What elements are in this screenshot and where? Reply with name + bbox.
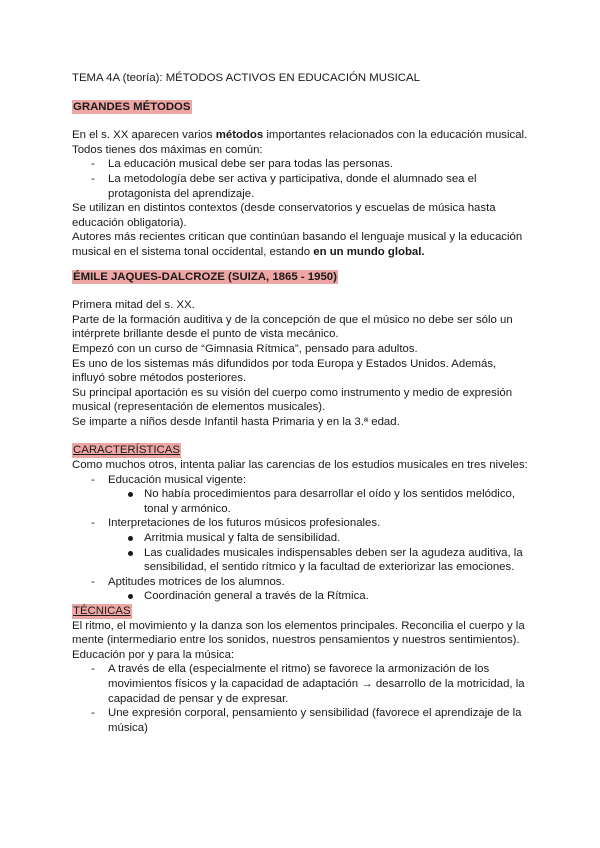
document-title: TEMA 4A (teoría): MÉTODOS ACTIVOS EN EDUCACIÓN MUSICAL xyxy=(72,72,420,84)
maximas-list xyxy=(72,157,532,201)
section-caracteristicas xyxy=(72,443,532,604)
section-heading-grandes-metodos: GRANDES MÉTODOS xyxy=(73,100,191,113)
list-item: - Educación musical vigente: No había procedimientos para desarrollar el oído y los sentidos melódico, tonal y armónico. xyxy=(72,473,532,517)
subsection-heading-tecnicas: TÉCNICAS xyxy=(73,605,131,617)
list-item: - Aptitudes motrices de los alumnos. Coordinación general a través de la Rítmica. xyxy=(72,575,532,604)
section-grandes-metodos xyxy=(72,100,532,260)
paragraph-caracteristicas-intro: Como muchos otros, intenta paliar las carencias de los estudios musicales en tres niveles: xyxy=(72,459,528,472)
tecnicas-list xyxy=(72,662,532,735)
sublist xyxy=(108,531,532,575)
list-item: - La educación musical debe ser para todas las personas. xyxy=(72,157,532,172)
list-item: - La metodología debe ser activa y participativa, donde el alumnado sea el protagonista del aprendizaje. xyxy=(72,172,532,201)
section-tecnicas xyxy=(72,604,532,735)
paragraph-autores: Autores más recientes critican que continúan basando el lenguaje musical y la educación musical en el sistema tonal occidental, estando en un mundo global. xyxy=(72,231,523,258)
sublist xyxy=(108,487,532,516)
paragraph-line: Se imparte a niños desde Infantil hasta Primaria y en la 3.ª edad. xyxy=(72,415,400,428)
paragraph-line: Es uno de los sistemas más difundidos por toda Europa y Estados Unidos. Además, influyó sobre métodos posteriores. xyxy=(72,357,497,385)
document-page xyxy=(72,71,532,735)
sublist xyxy=(108,589,532,604)
paragraph-contextos: Se utilizan en distintos contextos (desde conservatorios y escuelas de música hasta educación obligatoria). xyxy=(72,202,496,229)
list-item: - Une expresión corporal, pensamiento y sensibilidad (favorece el aprendizaje de la música) xyxy=(72,706,532,735)
paragraph-line: Primera mitad del s. XX. xyxy=(72,299,195,312)
paragraph-tecnicas-2: Educación por y para la música: xyxy=(72,648,235,661)
paragraph-line: Su principal aportación es su visión del cuerpo como instrumento y medio de expresión musical (representación de elementos musicales). xyxy=(72,386,513,414)
subsection-heading-caracteristicas: CARACTERÍSTICAS xyxy=(73,444,180,457)
sublist-item: Coordinación general a través de la Rítmica. xyxy=(72,589,532,604)
sublist-item: Las cualidades musicales indispensables deben ser la agudeza auditiva, la sensibilidad, el sentido rítmico y la facultad de exteriorizar las emociones. xyxy=(72,546,532,575)
paragraph-line: Parte de la formación auditiva y de la concepción de que el músico no debe ser sólo un intérprete brillante desde el punto de vista mecánico. xyxy=(72,313,513,341)
list-item: - Interpretaciones de los futuros músicos profesionales. Arritmia musical y falta de sensibilidad. Las cualidades musicales indispensables deben ser la agudeza auditiva, la sensibilidad, el sentido rítmico y la facultad de exteriorizar las emociones. xyxy=(72,516,532,574)
sublist-item: Arritmia musical y falta de sensibilidad. xyxy=(72,531,532,546)
section-dalcroze xyxy=(72,270,532,430)
section-heading-dalcroze: ÉMILE JAQUES-DALCROZE (SUIZA, 1865 - 1950) xyxy=(73,270,337,283)
niveles-list xyxy=(72,473,532,604)
paragraph-line: Empezó con un curso de “Gimnasia Rítmica”, pensado para adultos. xyxy=(72,342,418,355)
list-item: - A través de ella (especialmente el ritmo) se favorece la armonización de los movimientos físicos y la capacidad de adaptación → desarrollo de la motricidad, la capacidad de pensar y de expresar. xyxy=(72,662,532,706)
paragraph-intro: En el s. XX aparecen varios métodos importantes relacionados con la educación musical. Todos tienes dos máximas en común: xyxy=(72,129,528,156)
paragraph-tecnicas: El ritmo, el movimiento y la danza son los elementos principales. Reconcilia el cuerpo y la mente (intermediario entre los sonidos, nuestros pensamientos y nuestros sentimientos). xyxy=(72,619,525,647)
sublist-item: No había procedimientos para desarrollar el oído y los sentidos melódico, tonal y armónico. xyxy=(72,487,532,516)
